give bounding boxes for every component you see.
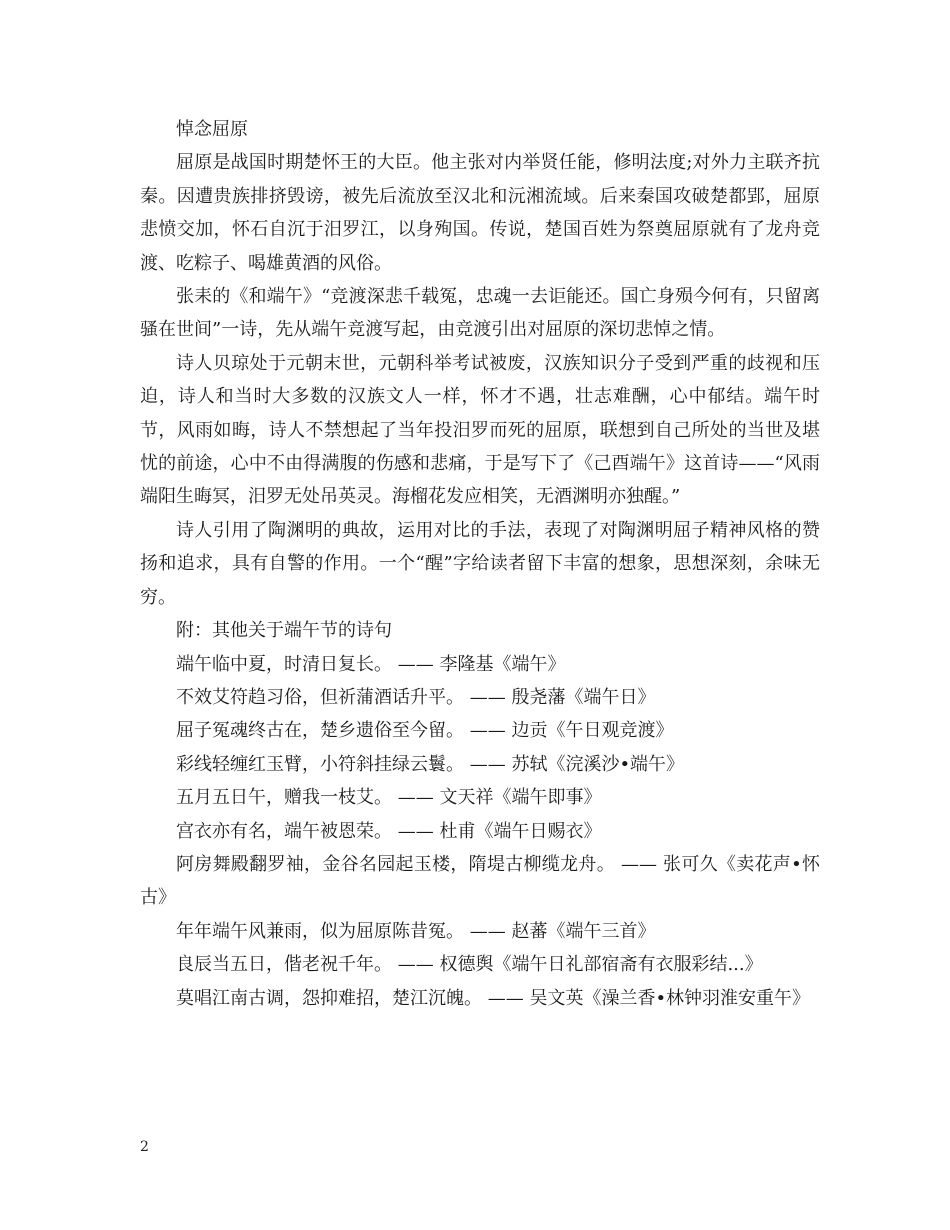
poem-line: 良辰当五日，偕老祝千年。 —— 权德舆《端午日礼部宿斋有衣服彩结...》 [176, 954, 763, 976]
poem-line: 不效艾符趋习俗，但祈蒲酒话升平。 —— 殷尧藩《端午日》 [176, 686, 656, 708]
poem-line: 彩线轻缠红玉臂，小符斜挂绿云鬟。 —— 苏轼《浣溪沙•端午》 [176, 753, 685, 775]
paragraph: 诗人引用了陶渊明的典故，运用对比的手法，表现了对陶渊明屈子精神风格的赞扬和追求，具有自警的作用。一个“醒”字给读者留下丰富的想象，思想深刻，余味无穷。 [140, 519, 820, 608]
poem-line: 阿房舞殿翻罗袖，金谷名园起玉楼，隋堤古柳缆龙舟。 —— 张可久《卖花声•怀古》 [140, 853, 820, 909]
poem-line: 屈子冤魂终古在，楚乡遗俗至今留。 —— 边贡《午日观竞渡》 [176, 720, 674, 742]
poem-line: 莫唱江南古调，怨抑难招，楚江沉魄。 —— 吴文英《澡兰香•林钟羽淮安重午》 [176, 987, 811, 1009]
poem-line: 端午临中夏，时清日复长。 —— 李隆基《端午》 [176, 653, 566, 675]
page-number: 2 [140, 1139, 149, 1155]
appendix-title: 附：其他关于端午节的诗句 [176, 620, 392, 642]
paragraph: 诗人贝琼处于元朝末世，元朝科举考试被废，汉族知识分子受到严重的歧视和压迫，诗人和当时大多数的汉族文人一样，怀才不遇，壮志难酬，心中郁结。端午时节，风雨如晦，诗人不禁想起了当年投汨罗而死的屈原，联想到自己所处的当世及堪忧的前途，心中不由得满腹的伤感和悲痛，于是写下了《己酉端午》这首诗——“风雨端阳生晦冥，汨罗无处吊英灵。海榴花发应相笑，无酒渊明亦独醒。” [140, 352, 820, 508]
paragraph: 屈原是战国时期楚怀王的大臣。他主张对内举贤任能，修明法度;对外力主联齐抗秦。因遭贵族排挤毁谤，被先后流放至汉北和沅湘流域。后来秦国攻破楚都郢，屈原悲愤交加，怀石自沉于汨罗江，以身殉国。传说，楚国百姓为祭奠屈原就有了龙舟竞渡、吃粽子、喝雄黄酒的风俗。 [140, 152, 820, 274]
paragraph: 张耒的《和端午》“竞渡深悲千载冤，忠魂一去讵能还。国亡身殒今何有，只留离骚在世间”一诗，先从端午竞渡写起，由竞渡引出对屈原的深切悲悼之情。 [140, 286, 820, 341]
poem-line: 五月五日午，赠我一枝艾。 —— 文天祥《端午即事》 [176, 787, 602, 809]
poem-line: 宫衣亦有名，端午被恩荣。 —— 杜甫《端午日赐衣》 [176, 820, 602, 842]
section-heading: 悼念屈原 [176, 119, 248, 140]
poem-line: 年年端午风兼雨，似为屈原陈昔冤。 —— 赵蕃《端午三首》 [176, 920, 656, 942]
document-body [140, 113, 820, 1015]
